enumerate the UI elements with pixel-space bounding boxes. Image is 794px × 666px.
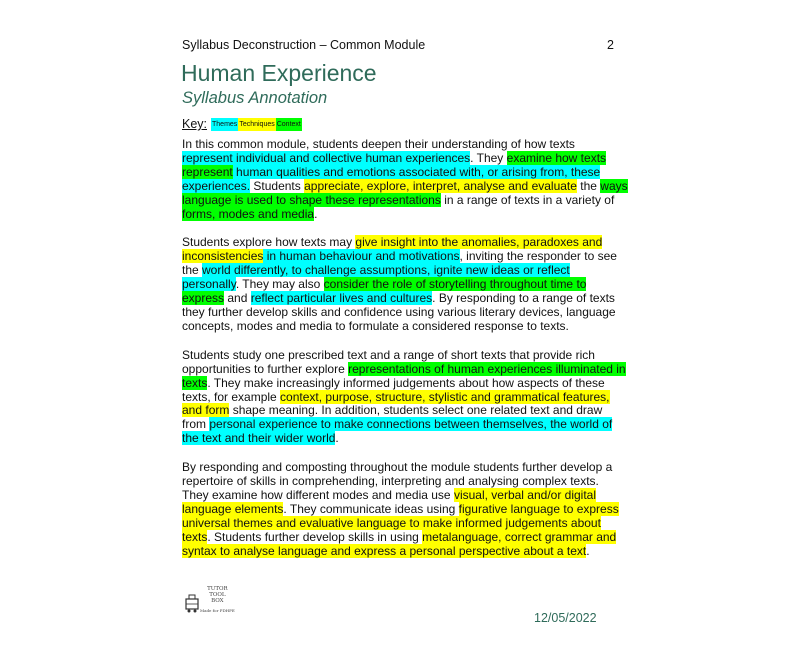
page-subtitle: Syllabus Annotation	[182, 89, 328, 107]
footer-date: 12/05/2022	[534, 611, 597, 625]
logo-word-3: BOX	[211, 598, 224, 604]
body-text-run: and	[224, 291, 251, 306]
theme-highlight: world differently, to challenge assumptions, ignite new ideas or reflect personally	[182, 263, 570, 292]
body-text-run: By responding and composting throughout the module students further develop a repertoire of skills in comprehending, interpreting and analysing complex texts. They examine how different modes and media use	[182, 460, 613, 502]
body-text-run: . They	[470, 150, 507, 165]
context-highlight: examine how texts represent	[182, 150, 607, 179]
body-paragraph	[182, 461, 628, 558]
key-label: Key:	[182, 117, 208, 131]
body-text-run: Students	[250, 178, 305, 193]
theme-highlight: personal experience to make connections between themselves, the world of the text and their wider world	[182, 417, 613, 446]
body-text-run: In this common module, students deepen their understanding of how texts	[182, 137, 575, 151]
theme-highlight: in human behaviour and motivations	[263, 249, 460, 264]
header-title: Syllabus Deconstruction – Common Module	[182, 38, 426, 52]
body-text-run: the	[576, 178, 601, 193]
body-text-run: . Students further develop skills in using	[207, 529, 423, 544]
technique-highlight: context, purpose, structure, stylistic and grammatical features, and form	[182, 389, 610, 418]
logo-tagline: Made for PDHPE	[200, 608, 235, 613]
body-text-run: . They communicate ideas using	[283, 501, 459, 516]
body-text-run: in a range of texts in a variety of	[440, 192, 615, 207]
body-paragraph	[182, 236, 628, 333]
page-title: Human Experience	[181, 60, 377, 86]
body-text-run: . By responding to a range of texts they further develop skills and confidence using various literary devices, language concepts, modes and media to formulate a considered response to texts.	[182, 291, 616, 333]
technique-highlight: appreciate, explore, interpret, analyse and evaluate	[304, 178, 577, 193]
body-paragraph	[182, 138, 628, 221]
page-number: 2	[607, 38, 614, 52]
context-highlight: forms, modes and media	[182, 206, 315, 221]
body-paragraph	[182, 349, 628, 446]
technique-highlight: metalanguage, correct grammar and syntax to analyse language and express a personal perspective about a text	[182, 529, 617, 558]
key-themes: Themes	[211, 118, 238, 131]
technique-highlight: visual, verbal and/or digital language elements	[182, 487, 597, 516]
key-context: Context	[276, 118, 302, 131]
body-text-run: Students explore how texts may	[182, 235, 356, 250]
body-text-run: . They make increasingly informed judgements about how aspects of these texts, for example	[182, 375, 605, 404]
theme-highlight: represent individual and collective human experiences	[182, 150, 471, 165]
body-text-run: . They may also	[235, 277, 324, 292]
context-highlight: representations of human experiences illuminated in texts	[182, 361, 626, 390]
logo-text	[200, 586, 235, 614]
logo-word-2: TOOL	[209, 592, 226, 598]
logo-word-1: TUTOR	[207, 586, 228, 592]
context-highlight: ways language is used to shape these representations	[182, 178, 628, 207]
theme-highlight: reflect particular lives and cultures	[250, 291, 433, 306]
body-text-run: .	[335, 431, 339, 446]
theme-highlight: human qualities and emotions associated with, or arising from, these experiences.	[182, 164, 601, 193]
highlight-key	[182, 117, 302, 131]
technique-highlight: figurative language to express universal themes and evaluative language to make informed judgements about texts	[182, 501, 619, 544]
technique-highlight: give insight into the anomalies, paradoxes and inconsistencies	[182, 235, 603, 264]
context-highlight: consider the role of storytelling throughout time to express	[182, 277, 587, 306]
body-text-run: .	[586, 543, 590, 558]
body-text-run: .	[314, 206, 318, 221]
body-text-run: , inviting the responder to see the	[182, 249, 617, 278]
key-techniques: Techniques	[238, 118, 275, 131]
syllabus-body	[182, 138, 628, 573]
body-text-run: shape meaning. In addition, students select one related text and draw from	[182, 403, 603, 432]
body-text-run: Students study one prescribed text and a range of short texts that provide rich opportunities to further explore	[182, 347, 595, 376]
